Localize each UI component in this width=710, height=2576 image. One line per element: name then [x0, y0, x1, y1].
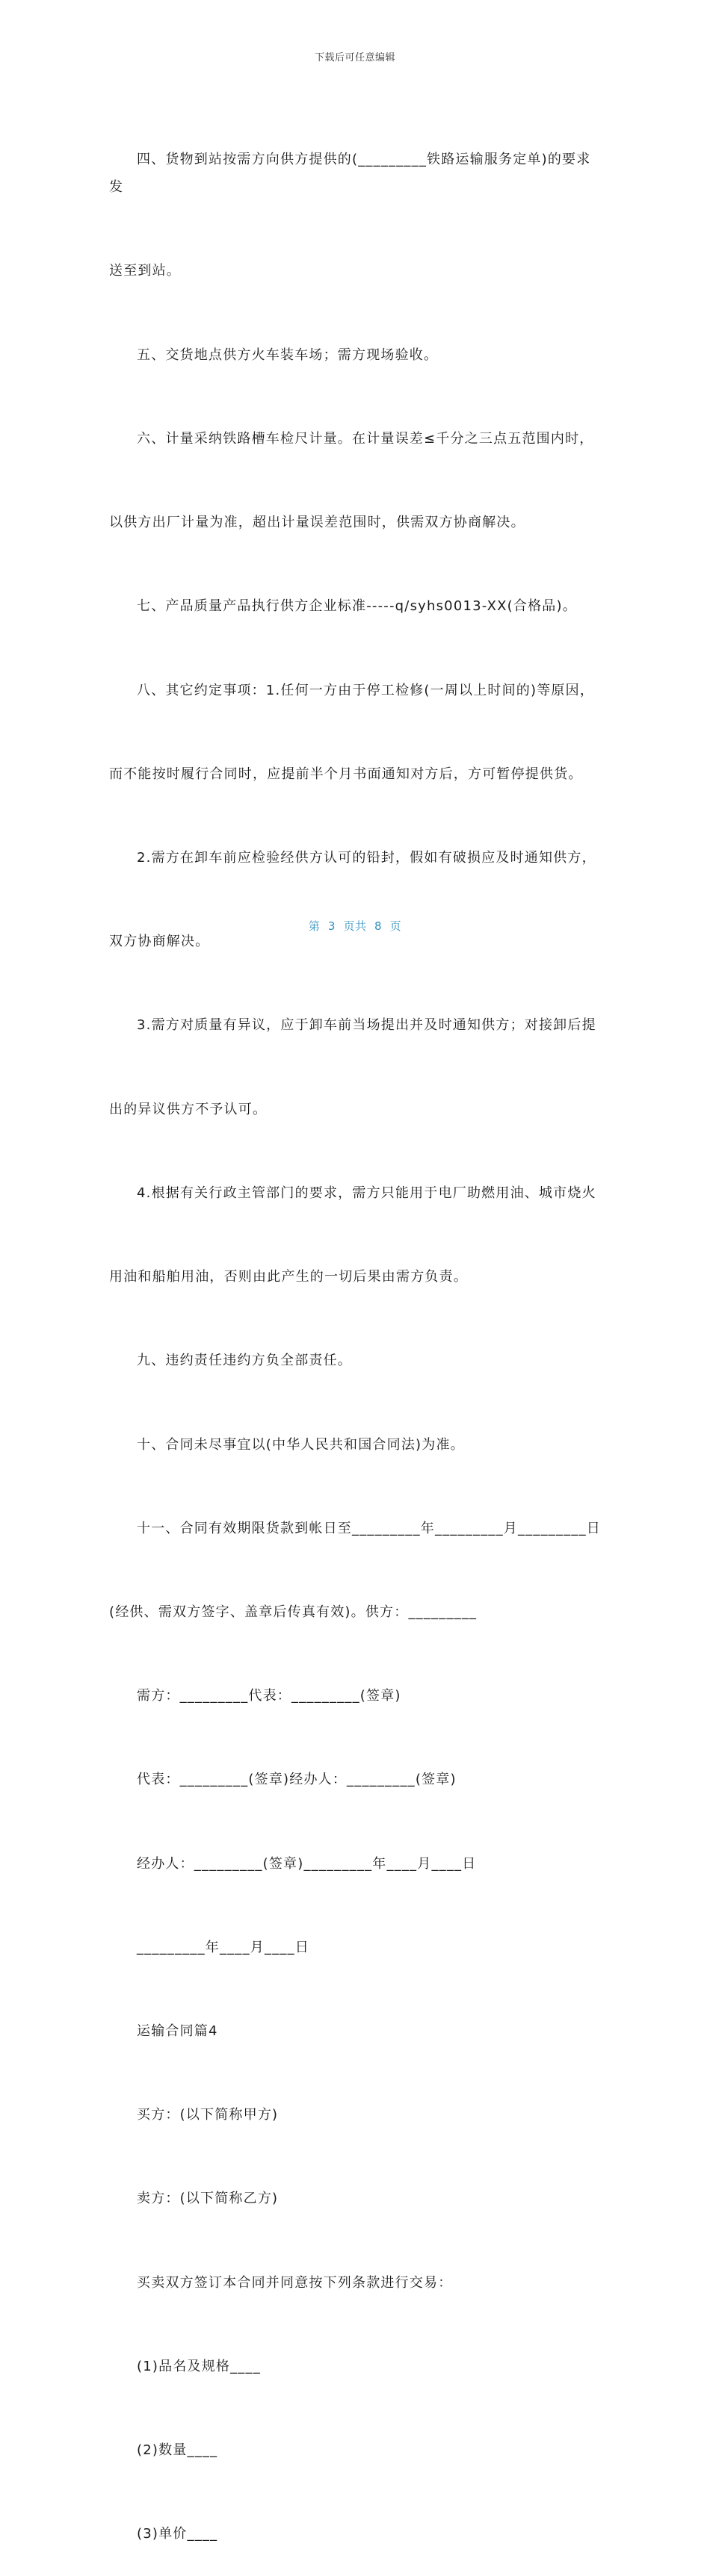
- agreement-intro: 买卖双方签订本合同并同意按下列条款进行交易：: [137, 2274, 453, 2291]
- clause-8-2-line-2: 双方协商解决。: [109, 934, 210, 950]
- clause-5: 五、交货地点供方火车装车场；需方现场验收。: [137, 347, 439, 363]
- clause-6-line-1: 六、计量采纳铁路槽车检尺计量。在计量误差≤千分之三点五范围内时，: [137, 430, 594, 447]
- seller-line: 卖方：(以下简称乙方): [137, 2191, 279, 2207]
- section-title: 运输合同篇4: [137, 2023, 218, 2040]
- clause-4-line-1: 四、货物到站按需方向供方提供的(_________铁路运输服务定单)的要求发: [109, 151, 591, 196]
- clause-8-3-line-1: 3.需方对质量有异议，应于卸车前当场提出并及时通知供方；对接卸后提: [137, 1017, 596, 1034]
- signature-handler-line: 经办人：_________(签章)_________年____月____日: [137, 1855, 477, 1872]
- clause-8-3-line-2: 出的异议供方不予认可。: [109, 1101, 268, 1117]
- clause-11-line-2: (经供、需双方签字、盖章后传真有效)。供方：_________: [109, 1604, 478, 1620]
- signature-representative-line: 代表：_________(签章)经办人：_________(签章): [137, 1772, 457, 1788]
- clause-8-line-2: 而不能按时履行合同时，应提前半个月书面通知对方后，方可暂停提供货。: [109, 766, 583, 782]
- clause-11-line-1: 十一、合同有效期限货款到帐日至_________年_________月_________日: [137, 1520, 601, 1536]
- page-header: 下载后可任意编辑: [314, 52, 395, 63]
- signature-date-line: _________年____月____日: [137, 1939, 309, 1955]
- page-number: 第 3 页共 8 页: [308, 919, 402, 933]
- clause-10: 十、合同未尽事宜以(中华人民共和国合同法)为准。: [137, 1436, 465, 1453]
- clause-7: 七、产品质量产品执行供方企业标准-----q/syhs0013-XX(合格品)。: [137, 598, 577, 615]
- clause-4-line-2: 送至到站。: [109, 263, 181, 279]
- clause-8-4-line-2: 用油和船舶用油，否则由此产生的一切后果由需方负责。: [109, 1269, 468, 1285]
- term-unit-price: (3)单价____: [137, 2526, 218, 2542]
- term-product-spec: (1)品名及规格____: [137, 2358, 261, 2374]
- clause-6-line-2: 以供方出厂计量为准，超出计量误差范围时，供需双方协商解决。: [109, 515, 525, 531]
- clause-8-line-1: 八、其它约定事项：1.任何一方由于停工检修(一周以上时间的)等原因，: [137, 682, 595, 698]
- term-quantity: (2)数量____: [137, 2442, 218, 2459]
- document-body: [109, 90, 604, 2576]
- clause-9: 九、违约责任违约方负全部责任。: [137, 1353, 352, 1369]
- clause-8-4-line-1: 4.根据有关行政主管部门的要求，需方只能用于电厂助燃用油、城市烧火: [137, 1185, 596, 1201]
- buyer-line: 买方：(以下简称甲方): [137, 2107, 279, 2123]
- signature-buyer-line: 需方：_________代表：_________(签章): [137, 1688, 401, 1704]
- clause-8-2-line-1: 2.需方在卸车前应检验经供方认可的铅封，假如有破损应及时通知供方，: [137, 849, 596, 866]
